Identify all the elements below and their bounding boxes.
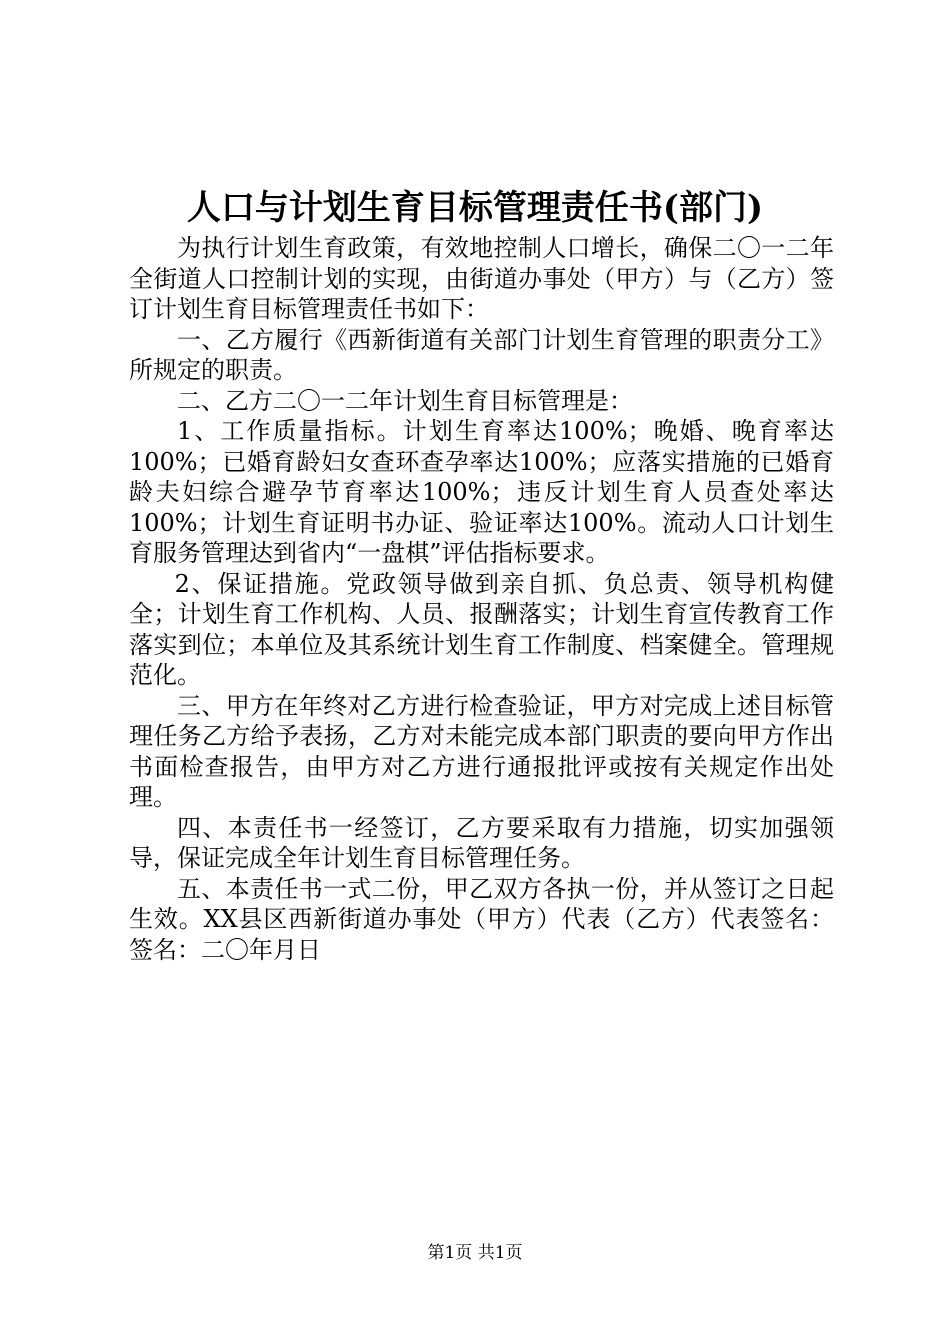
- paragraph-clause-3: 三、甲方在年终对乙方进行检查验证，甲方对完成上述目标管理任务乙方给予表扬，乙方对未能完成本部门职责的要向甲方作出书面检查报告，由甲方对乙方进行通报批评或按有关规定作出处理。: [129, 691, 834, 811]
- paragraph-quality-indicators: 1、工作质量指标。计划生育率达100%；晚婚、晚育率达100%；已婚育龄妇女查环查孕率达100%；应落实措施的已婚育龄夫妇综合避孕节育率达100%；违反计划生育人员查处率达100%；计划生育证明书办证、验证率达100%。流动人口计划生育服务管理达到省内“一盘棋”评估指标要求。: [129, 417, 834, 567]
- document-body: [129, 233, 834, 965]
- paragraph-clause-4: 四、本责任书一经签订，乙方要采取有力措施，切实加强领导，保证完成全年计划生育目标管理任务。: [129, 813, 834, 872]
- paragraph-clause-5-signatures: 五、本责任书一式二份，甲乙双方各执一份，并从签订之日起生效。XX县区西新街道办事处（甲方）代表（乙方）代表签名：签名：二〇年月日: [129, 874, 834, 964]
- page-number-footer: 第1页 共1页: [427, 1243, 523, 1263]
- paragraph-guarantee-measures: 2、保证措施。党政领导做到亲自抓、负总责、领导机构健全；计划生育工作机构、人员、报酬落实；计划生育宣传教育工作落实到位；本单位及其系统计划生育工作制度、档案健全。管理规范化。: [129, 569, 834, 689]
- paragraph-clause-2: 二、乙方二〇一二年计划生育目标管理是：: [177, 386, 633, 415]
- paragraph-clause-1: 一、乙方履行《西新街道有关部门计划生育管理的职责分工》所规定的职责。: [129, 325, 834, 384]
- document-title: 人口与计划生育目标管理责任书(部门): [186, 188, 764, 228]
- paragraph-intro: 为执行计划生育政策，有效地控制人口增长，确保二〇一二年全街道人口控制计划的实现，由街道办事处（甲方）与（乙方）签订计划生育目标管理责任书如下：: [129, 234, 834, 323]
